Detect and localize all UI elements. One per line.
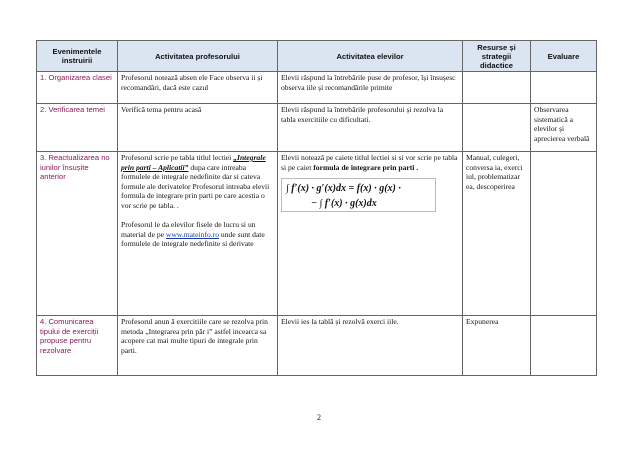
students-cell (278, 152, 463, 316)
teacher-cell: Profesorul notează absen ele Face observa ii și recomandări, dacă este cazul (118, 72, 278, 104)
resources-cell (463, 104, 531, 152)
evaluation-cell: Observarea sistematică a elevilor și aprecierea verbală (531, 104, 597, 152)
students-intro: Elevii notează pe caiete titlul lectiei si si vor scrie pe tabla si pe caiet (281, 153, 458, 172)
formula-line-top: ∫ f′(x) · g′(x)dx = f(x) · g(x) · (286, 183, 401, 195)
teacher-sheets: Profesorul le da elevilor fisele de lucru si un material de pe (121, 220, 256, 239)
lesson-plan-table (36, 40, 597, 376)
students-cell: Elevii răspund la întrebările profesorului și rezolva la tabla exercitiile cu dificultati. (278, 104, 463, 152)
teacher-cell: Verifică tema pentru acasă (118, 104, 278, 152)
teacher-rest: dupa care intreaba formulele de integrale nedefinite dar si cateva formule ale derivatelor Profesorul intreaba elevii formula de integrare prin parti pe care acestia o vor scrie pe tabla. . (121, 162, 270, 210)
students-cell: Elevii ies la tablă și rezolvă exerci iile. (278, 316, 463, 376)
resources-cell (463, 72, 531, 104)
stage-cell: 1. Organizarea clasei (37, 72, 118, 104)
table-row (37, 104, 597, 152)
header-events: Evenimentele instruirii (37, 41, 118, 72)
formula-line-bottom: − ∫ f′(x) · g(x)dx (311, 198, 377, 210)
table-row (37, 316, 597, 376)
students-cell: Elevii răspund la întrebările puse de profesor, își însușesc observa iile și recomandările primite (278, 72, 463, 104)
teacher-cell (118, 152, 278, 316)
header-students: Activitatea elevilor (278, 41, 463, 72)
evaluation-cell (531, 152, 597, 316)
lesson-title: „Integrale prin parti – Aplicatii” (121, 153, 266, 172)
table-row (37, 152, 597, 316)
integration-formula (281, 178, 436, 212)
teacher-cell: Profesorul anun ă exercitiile care se rezolva prin metoda „Integrarea prin păr i” astfel incearca sa acopere cat mai multe tipuri de integrale prin parti. (118, 316, 278, 376)
stage-cell: 3. Reactualizarea no iunilor însușite anterior (37, 152, 118, 316)
resources-cell: Manual, culegeri, conversa ia, exerci iul, problematizar ea, descoperirea (463, 152, 531, 316)
stage-cell: 4. Comunicarea tipului de exerciții propuse pentru rezolvare (37, 316, 118, 376)
resources-cell: Expunerea (463, 316, 531, 376)
table-row (37, 72, 597, 104)
header-teacher: Activitatea profesorului (118, 41, 278, 72)
header-row (37, 41, 597, 72)
teacher-sheets-rest: unde sunt date formulele de integrale nedefinite si derivate (121, 229, 265, 249)
students-bold: formula de integrare prin parti . (313, 162, 419, 172)
header-evaluation: Evaluare (531, 41, 597, 72)
teacher-intro: Profesorul scrie pe tabla titlul lectiei (121, 153, 232, 162)
evaluation-cell (531, 72, 597, 104)
mateinfo-link[interactable]: www.mateinfo.ro (165, 229, 219, 239)
header-resources: Resurse și strategii didactice (463, 41, 531, 72)
stage-cell: 2. Verificarea temei (37, 104, 118, 152)
evaluation-cell (531, 316, 597, 376)
page-number: 2 (317, 413, 321, 422)
